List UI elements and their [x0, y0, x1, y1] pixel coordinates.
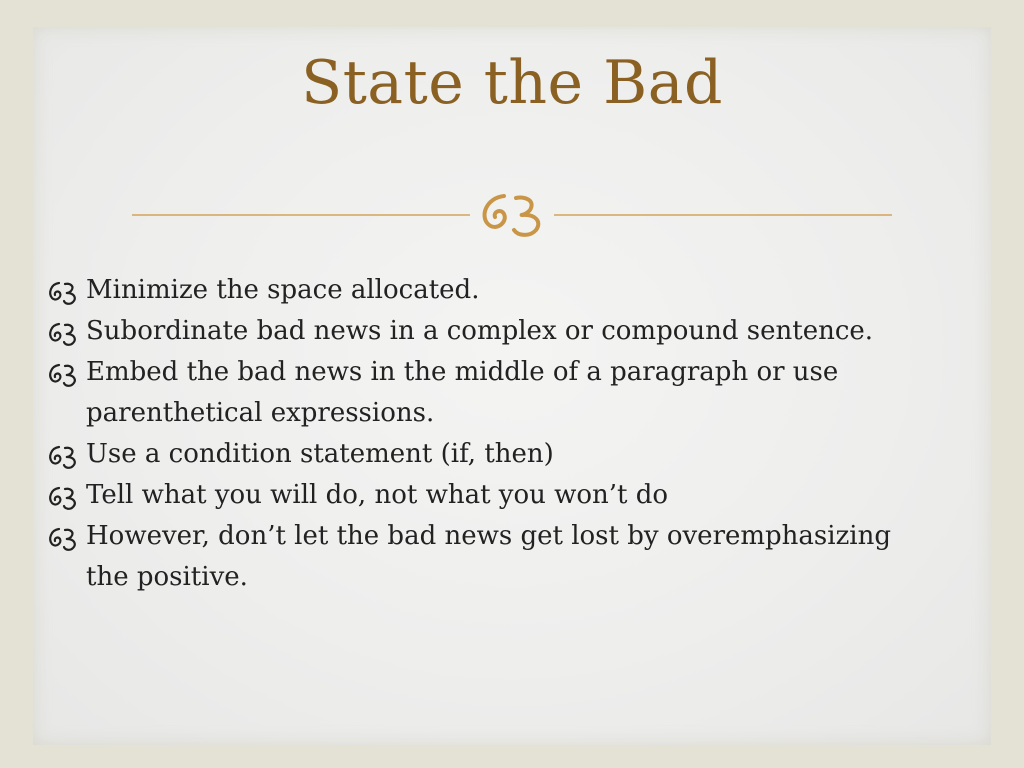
scroll-bullet-icon [44, 274, 80, 308]
scroll-bullet-icon [44, 356, 80, 390]
title-divider [132, 190, 892, 240]
list-item [44, 516, 904, 598]
bullet-text: Subordinate bad news in a complex or compound sentence. [86, 316, 874, 346]
bullet-text: Minimize the space allocated. [86, 275, 480, 305]
bullet-text: Use a condition statement (if, then) [86, 439, 554, 469]
scroll-bullet-icon [44, 438, 80, 472]
bullet-text: Embed the bad news in the middle of a paragraph or use parenthetical expressions. [86, 357, 839, 428]
bullet-text: However, don’t let the bad news get lost by overemphasizing the positive. [86, 521, 891, 592]
scroll-bullet-icon [44, 315, 80, 349]
list-item [44, 352, 904, 434]
list-item [44, 434, 904, 475]
scroll-bullet-icon [44, 520, 80, 554]
list-item [44, 270, 904, 311]
list-item [44, 475, 904, 516]
slide-title: State the Bad [301, 48, 723, 118]
bullet-list [44, 270, 904, 598]
scroll-bullet-icon [44, 479, 80, 513]
list-item [44, 311, 904, 352]
bullet-text: Tell what you will do, not what you won’t do [86, 480, 669, 510]
scroll-ornament-icon [485, 196, 539, 235]
